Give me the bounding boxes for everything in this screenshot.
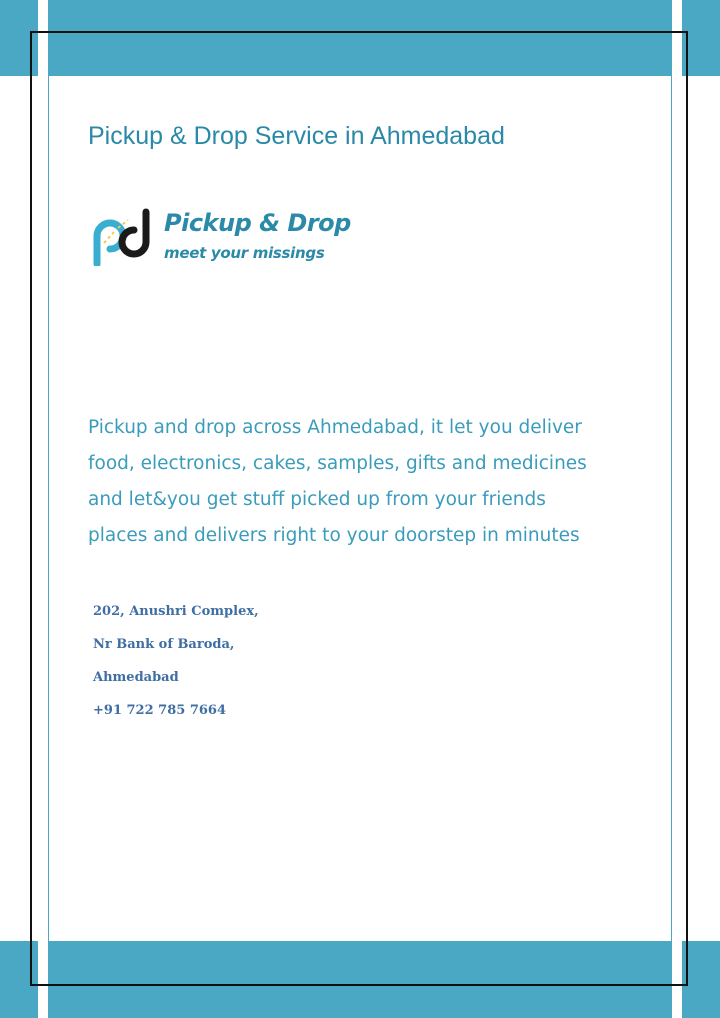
address-line-1: 202, Anushri Complex, — [93, 604, 259, 619]
service-description — [88, 410, 648, 554]
description-line: and let&you get stuff picked up from your friends — [88, 489, 546, 510]
address-city: Ahmedabad — [93, 670, 179, 685]
page-title: Pickup & Drop Service in Ahmedabad — [88, 122, 505, 150]
pickup-drop-logo-icon — [92, 206, 154, 271]
description-line: places and delivers right to your doorstep in minutes — [88, 525, 580, 546]
brand-tagline: meet your missings — [164, 244, 325, 262]
description-line: Pickup and drop across Ahmedabad, it let you deliver — [88, 417, 582, 438]
brand-name: Pickup & Drop — [164, 209, 351, 237]
address-line-2: Nr Bank of Baroda, — [93, 637, 235, 652]
phone-number[interactable]: +91 722 785 7664 — [93, 703, 227, 718]
description-line: food, electronics, cakes, samples, gifts and medicines — [88, 453, 587, 474]
